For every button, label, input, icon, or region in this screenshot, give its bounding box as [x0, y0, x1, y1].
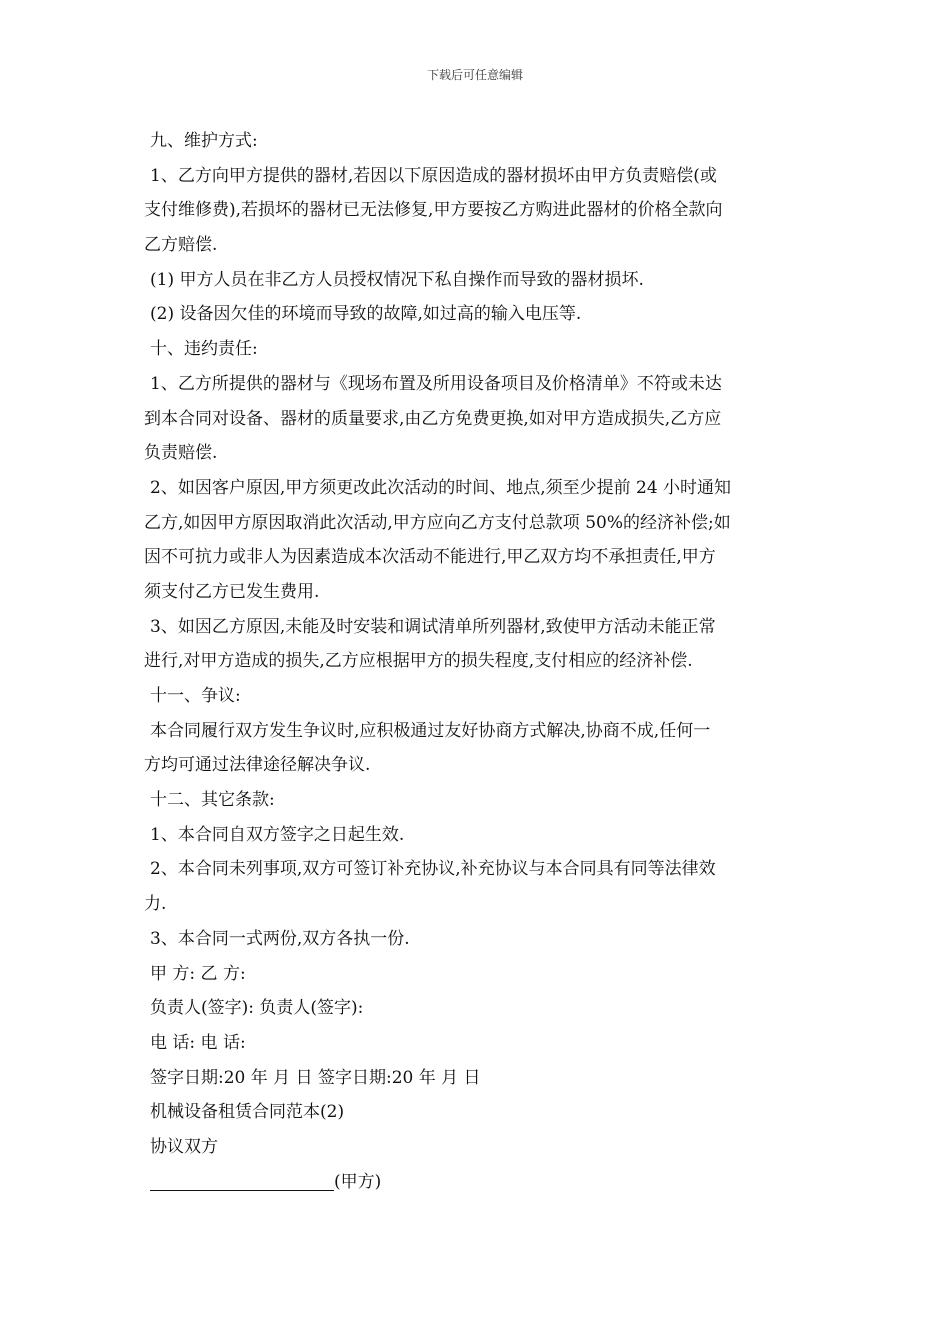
paragraph-line: 乙方赔偿. — [144, 235, 218, 256]
paragraph-line: (2) 设备因欠佳的环境而导致的故障,如过高的输入电压等. — [150, 304, 582, 325]
paragraph-line: 协议双方 — [150, 1136, 218, 1157]
blank-underline — [150, 1168, 334, 1191]
paragraph-line: 须支付乙方已发生费用. — [144, 581, 320, 602]
paragraph-line: 3、如因乙方原因,未能及时安装和调试清单所列器材,致使甲方活动未能正常 — [150, 616, 716, 637]
signature-date-line: 签字日期:20 年 月 日 签字日期:20 年 月 日 — [150, 1067, 481, 1088]
signature-party-line: 甲 方: 乙 方: — [150, 963, 246, 984]
section-heading: 十二、其它条款: — [150, 790, 275, 811]
paragraph-line: 因不可抗力或非人为因素造成本次活动不能进行,甲乙双方均不承担责任,甲方 — [144, 547, 716, 568]
signature-responsible-line: 负责人(签字): 负责人(签字): — [150, 998, 364, 1019]
paragraph-line: 2、如因客户原因,甲方须更改此次活动的时间、地点,须至少提前 24 小时通知 — [150, 477, 732, 498]
paragraph-line: 3、本合同一式两份,双方各执一份. — [150, 928, 410, 949]
paragraph-line: 1、乙方向甲方提供的器材,若因以下原因造成的器材损坏由甲方负责赔偿(或 — [150, 165, 717, 186]
paragraph-line: 方均可通过法律途径解决争议. — [144, 755, 371, 776]
paragraph-line: 乙方,如因甲方原因取消此次活动,甲方应向乙方支付总款项 50%的经济补偿;如 — [144, 512, 731, 533]
section-heading: 十一、争议: — [150, 686, 241, 706]
contract-title: 机械设备租赁合同范本(2) — [150, 1102, 345, 1123]
section-heading: 九、维护方式: — [150, 131, 258, 151]
party-a-line — [144, 1165, 812, 1200]
paragraph-line: 2、本合同未列事项,双方可签订补充协议,补充协议与本合同具有同等法律效 — [150, 859, 716, 880]
paragraph-line: 1、乙方所提供的器材与《现场布置及所用设备项目及价格清单》不符或未达 — [150, 373, 722, 394]
paragraph-line: 到本合同对设备、器材的质量要求,由乙方免费更换,如对甲方造成损失,乙方应 — [144, 408, 722, 429]
section-heading: 十、违约责任: — [150, 339, 258, 360]
signature-phone-line: 电 话: 电 话: — [150, 1032, 246, 1053]
page-header: 下载后可任意编辑 — [426, 68, 523, 82]
paragraph-line: 进行,对甲方造成的损失,乙方应根据甲方的损失程度,支付相应的经济补偿. — [144, 651, 693, 672]
paragraph-line: 力. — [144, 894, 167, 915]
paragraph-line: 负责赔偿. — [144, 443, 218, 464]
paragraph-line: 本合同履行双方发生争议时,应积极通过友好协商方式解决,协商不成,任何一 — [150, 720, 711, 741]
paragraph-line: (1) 甲方人员在非乙方人员授权情况下私自操作而导致的器材损坏. — [150, 269, 644, 290]
paragraph-line: 1、本合同自双方签字之日起生效. — [150, 824, 405, 845]
paragraph-line: 支付维修费),若损坏的器材已无法修复,甲方要按乙方购进此器材的价格全款向 — [144, 200, 723, 221]
document-body — [144, 124, 812, 1199]
party-a-label: (甲方) — [334, 1171, 382, 1192]
